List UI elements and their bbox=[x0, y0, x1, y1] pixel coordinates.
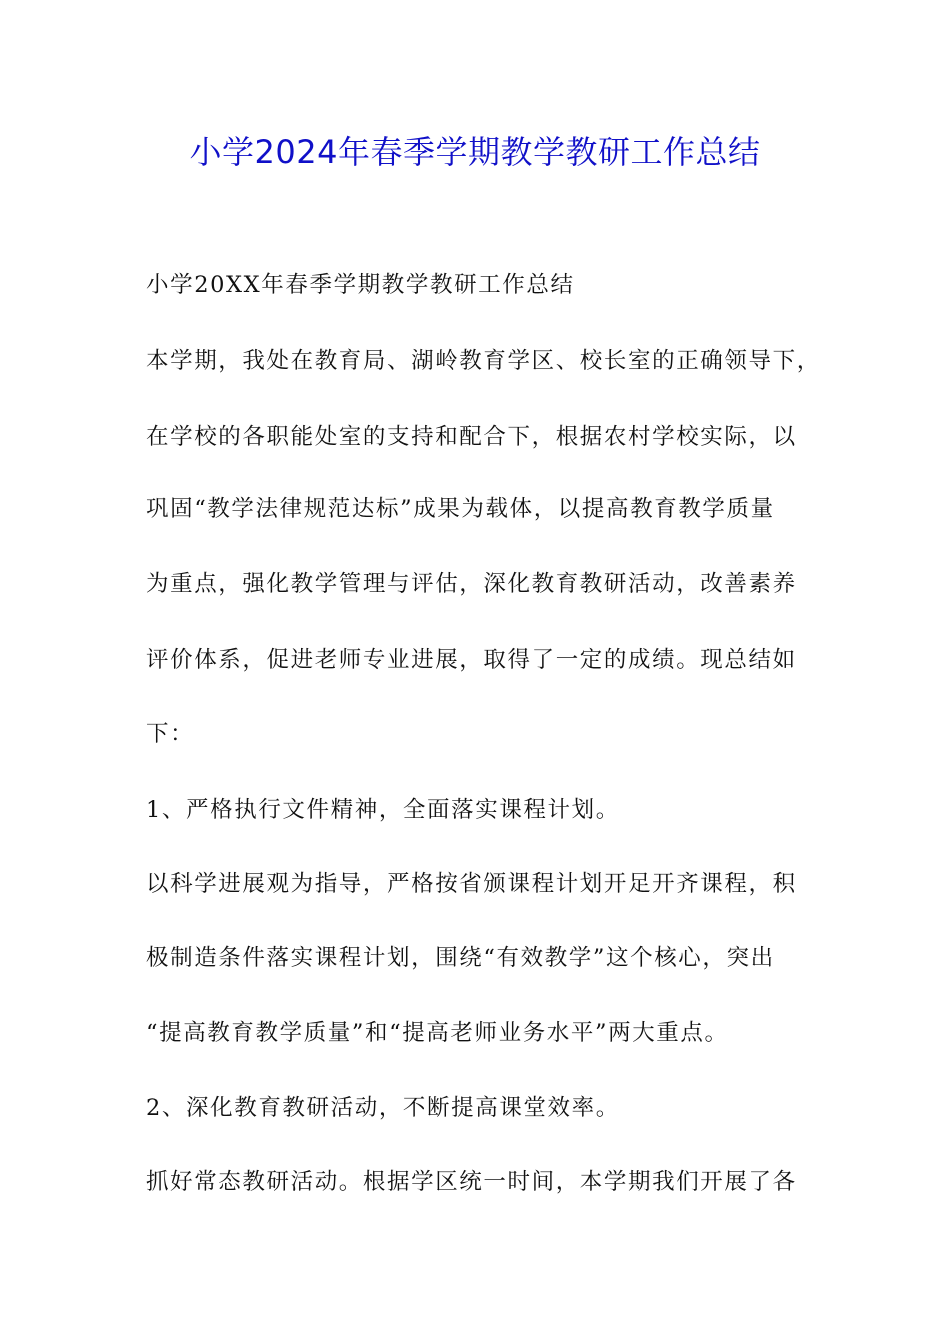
text-line: 极制造条件落实课程计划，围绕“有效教学”这个核心，突出 bbox=[146, 945, 775, 971]
text-line: 评价体系，促进老师专业进展，取得了一定的成绩。现总结如 bbox=[146, 647, 797, 673]
text-line: 以科学进展观为指导，严格按省颁课程计划开足开齐课程，积 bbox=[146, 871, 797, 897]
section-heading-2: 2、深化教育教研活动，不断提高课堂效率。 bbox=[146, 1095, 620, 1121]
text-line: 本学期，我处在教育局、湖岭教育学区、校长室的正确领导下， bbox=[146, 348, 821, 374]
document-title: 小学2024年春季学期教学教研工作总结 bbox=[189, 133, 761, 171]
text-line: 下： bbox=[146, 721, 195, 747]
section-heading-1: 1、严格执行文件精神，全面落实课程计划。 bbox=[146, 797, 620, 823]
text-line: “提高教育教学质量”和“提高老师业务水平”两大重点。 bbox=[146, 1020, 729, 1046]
text-line: 为重点，强化教学管理与评估，深化教育教研活动，改善素养 bbox=[146, 571, 797, 597]
text-line-subtitle: 小学20XX年春季学期教学教研工作总结 bbox=[146, 272, 575, 298]
text-line: 在学校的各职能处室的支持和配合下，根据农村学校实际，以 bbox=[146, 424, 797, 450]
text-line: 抓好常态教研活动。根据学区统一时间，本学期我们开展了各 bbox=[146, 1169, 797, 1195]
text-line: 巩固“教学法律规范达标”成果为载体，以提高教育教学质量 bbox=[146, 496, 775, 522]
